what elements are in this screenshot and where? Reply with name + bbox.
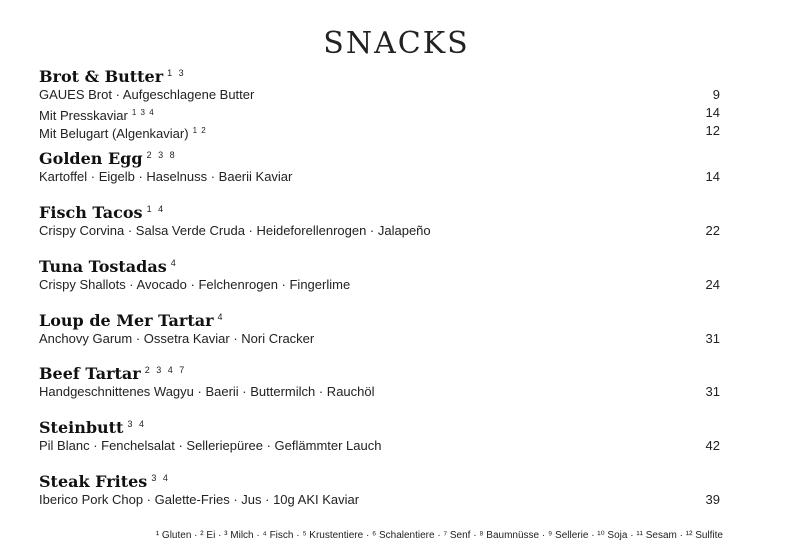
item-line	[39, 330, 722, 348]
item-line	[39, 168, 722, 186]
item-line	[39, 222, 722, 240]
item-price: 39	[705, 492, 720, 507]
item-name: Steinbutt	[39, 418, 124, 437]
item-price: 31	[705, 384, 720, 399]
item-description: GAUES Brot · Aufgeschlagene Butter	[39, 87, 255, 102]
item-description: Mit Belugart (Algenkaviar)	[39, 126, 189, 141]
item-name: Brot & Butter	[39, 67, 164, 86]
menu-item-fisch-tacos	[39, 200, 722, 240]
item-name: Fisch Tacos	[39, 203, 143, 222]
item-name: Tuna Tostadas	[39, 257, 167, 276]
allergen-codes: 3 4	[151, 473, 170, 483]
allergen-codes: 3 4	[127, 419, 146, 429]
allergen-legend: ¹ Gluten · ² Ei · ³ Milch · ⁴ Fisch · ⁵ Krustentiere · ⁶ Schalentiere · ⁷ Senf · ⁸ Baumnüsse · ⁹ Sellerie · ¹⁰ Soja · ¹¹ Sesam · ¹² Sulfite	[155, 530, 723, 541]
item-description: Iberico Pork Chop · Galette-Fries · Jus · 10g AKI Kaviar	[39, 492, 360, 507]
allergen-codes: 1 3 4	[131, 108, 155, 117]
menu-item-golden-egg	[39, 146, 722, 186]
allergen-codes: 1 4	[146, 204, 166, 214]
menu-title: SNACKS	[323, 26, 470, 61]
item-description: Handgeschnittenes Wagyu · Baerii · Buttermilch · Rauchöl	[39, 384, 375, 399]
item-description: Pil Blanc · Fenchelsalat · Selleriepüree · Geflämmter Lauch	[39, 438, 382, 453]
menu-item-loup-de-mer-tartar	[39, 308, 722, 348]
allergen-codes: 4	[217, 312, 225, 322]
item-price: 24	[705, 277, 720, 292]
menu-item-steak-frites	[39, 469, 722, 509]
allergen-codes: 4	[170, 258, 178, 268]
menu-item-steinbutt	[39, 415, 722, 455]
item-name: Beef Tartar	[39, 364, 141, 383]
item-line	[39, 437, 722, 455]
item-line	[39, 122, 722, 140]
allergen-codes: 2 3 8	[146, 150, 177, 160]
item-price: 9	[712, 87, 720, 102]
item-price: 22	[705, 223, 720, 238]
item-line	[39, 276, 722, 294]
item-name: Loup de Mer Tartar	[39, 311, 214, 330]
allergen-codes: 2 3 4 7	[144, 365, 187, 375]
item-price: 14	[705, 169, 720, 184]
menu-item-beef-tartar	[39, 361, 722, 401]
item-price: 42	[705, 438, 720, 453]
menu-item-tuna-tostadas	[39, 254, 722, 294]
item-description: Anchovy Garum · Ossetra Kaviar · Nori Cracker	[39, 331, 315, 346]
allergen-codes: 1 3	[167, 68, 186, 78]
item-description: Crispy Corvina · Salsa Verde Cruda · Heideforellenrogen · Jalapeño	[39, 223, 431, 238]
item-description: Crispy Shallots · Avocado · Felchenrogen · Fingerlime	[39, 277, 351, 292]
item-description: Mit Presskaviar	[39, 108, 128, 123]
item-description: Kartoffel · Eigelb · Haselnuss · Baerii Kaviar	[39, 169, 293, 184]
item-line	[39, 383, 722, 401]
item-price: 12	[705, 123, 720, 138]
item-line	[39, 491, 722, 509]
item-name: Golden Egg	[39, 149, 143, 168]
allergen-codes: 1 2	[192, 126, 207, 135]
item-name: Steak Frites	[39, 472, 148, 491]
item-line	[39, 86, 722, 104]
item-line	[39, 104, 722, 122]
menu-item-brot-butter	[39, 64, 722, 140]
item-price: 14	[705, 105, 720, 120]
item-price: 31	[705, 331, 720, 346]
